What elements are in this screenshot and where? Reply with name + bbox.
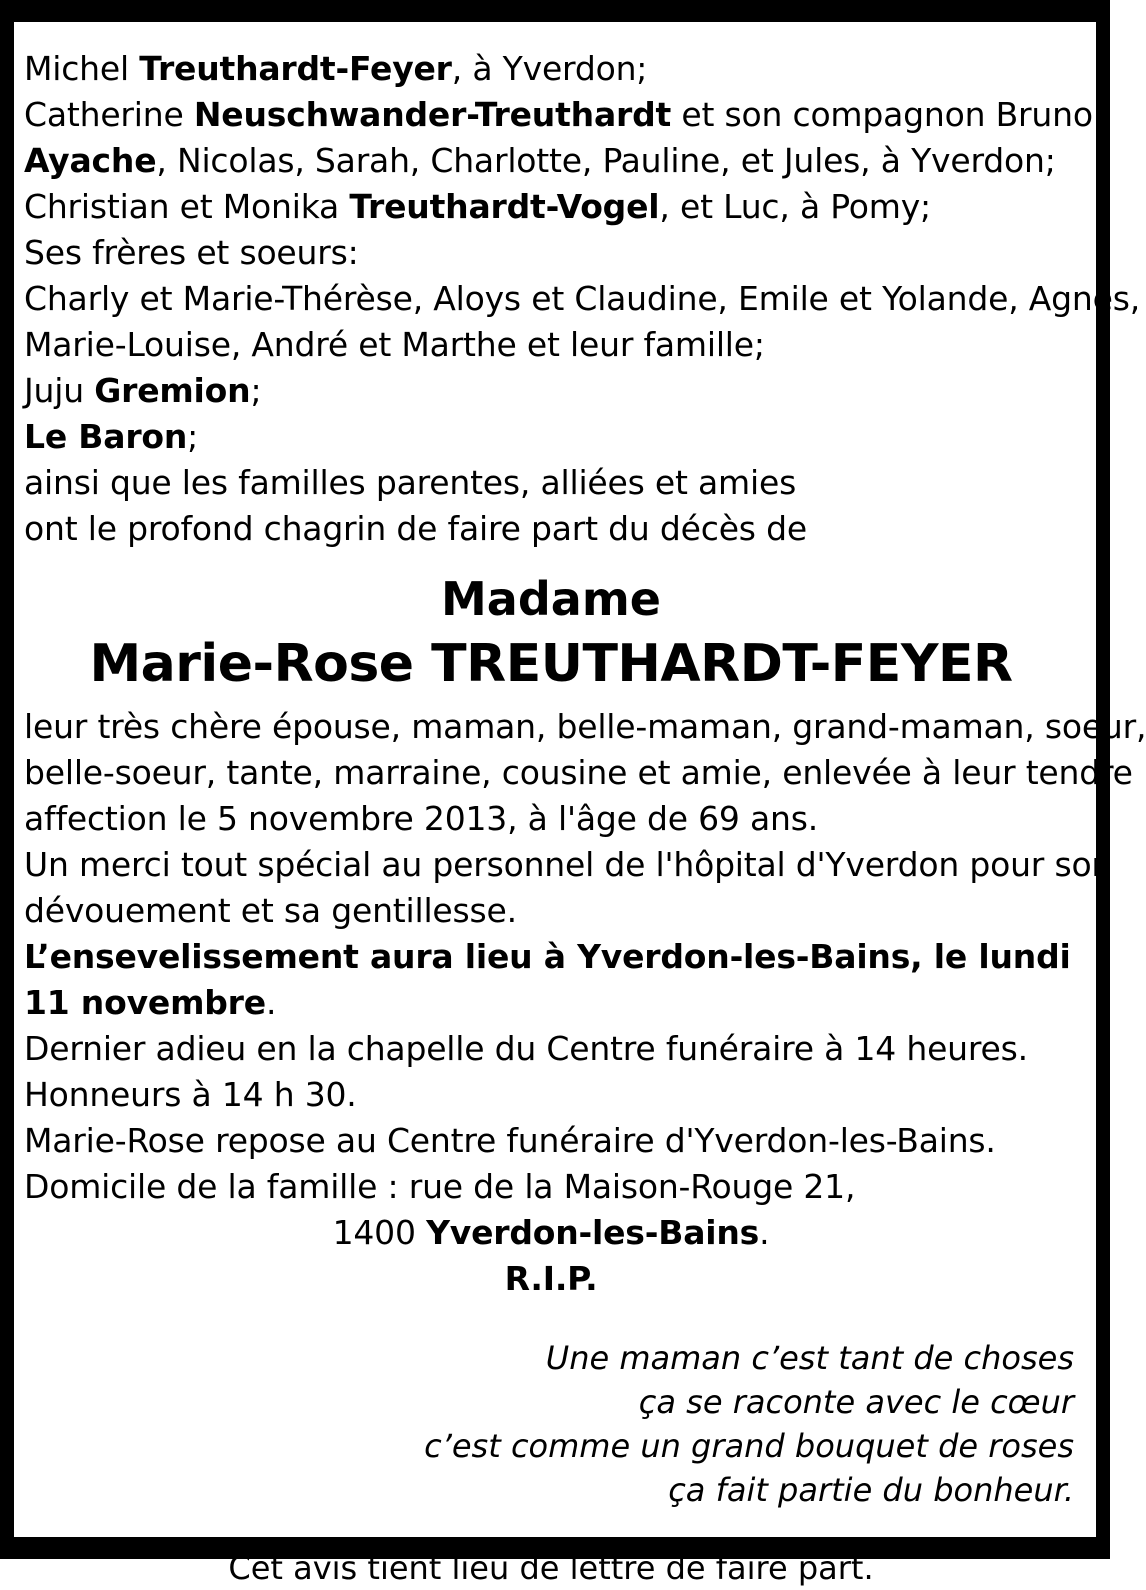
closing-line: Cet avis tient lieu de lettre de faire part. [228,1549,874,1587]
black-border-top [0,0,1110,22]
notice-line [24,934,1078,980]
notice-line [24,460,1078,506]
notice-line [24,276,1140,322]
notice-line [24,414,1078,460]
plain-text: Ses frères et soeurs: [24,233,359,272]
notice-content [14,22,1146,1587]
rip-line: R.I.P. [504,1259,598,1298]
plain-text: Christian et Monika [24,187,350,226]
bold-text: Treuthardt-Vogel [349,187,660,226]
notice-line [24,704,1146,750]
plain-text: ont le profond chagrin de faire part du décès de [24,509,807,548]
black-border-left [0,0,14,1559]
plain-text: Michel [24,49,140,88]
deceased-name-block [24,568,1078,698]
notice-line [24,46,1078,92]
plain-text: 1400 [332,1213,427,1252]
plain-text: , Nicolas, Sarah, Charlotte, Pauline, et Jules, à Yverdon; [156,141,1056,180]
plain-text: Juju [24,371,95,410]
plain-text: . [759,1213,770,1252]
poem-line: Une maman c’est tant de choses [545,1339,1074,1377]
notice-line [24,506,1078,552]
plain-text: affection le 5 novembre 2013, à l'âge de 69 ans. [24,799,819,838]
plain-text: , à Yverdon; [451,49,648,88]
bold-text: Gremion [94,371,251,410]
notice-line [24,888,1078,934]
notice-line [24,842,1113,888]
plain-text: Dernier adieu en la chapelle du Centre funéraire à 14 heures. [24,1029,1028,1068]
plain-text: et son compagnon Bruno [671,95,1093,134]
bold-text: Yverdon-les-Bains [426,1213,760,1252]
notice-line [24,184,1078,230]
notice-line [24,92,1093,138]
bold-text: Le Baron [24,417,188,456]
notice-body [24,704,1146,1210]
address-line [24,1210,1078,1256]
plain-text: leur très chère épouse, maman, belle-maman, grand-maman, soeur, [24,707,1146,746]
plain-text: Un merci tout spécial au personnel de l'hôpital d'Yverdon pour son [24,845,1113,884]
notice-line [24,1118,1078,1164]
plain-text: Domicile de la famille : rue de la Maison-Rouge 21, [24,1167,856,1206]
honorific: Madame [441,572,661,626]
bold-text: L’ensevelissement aura lieu à Yverdon-les-Bains, le lundi [24,937,1071,976]
plain-text: dévouement et sa gentillesse. [24,891,517,930]
notice-line [24,322,1078,368]
bold-text: 11 novembre [24,983,266,1022]
notice-line [24,368,1078,414]
plain-text: . [265,983,277,1022]
plain-text: Honneurs à 14 h 30. [24,1075,357,1114]
plain-text: ; [187,417,199,456]
notice-line [24,1026,1078,1072]
notice-line [24,138,1078,184]
notice-line [24,1072,1078,1118]
survivors-list [24,46,1140,552]
plain-text: ainsi que les familles parentes, alliées et amies [24,463,797,502]
plain-text: Charly et Marie-Thérèse, Aloys et Claudine, Emile et Yolande, Agnès, [24,279,1140,318]
plain-text: ; [250,371,262,410]
plain-text: , et Luc, à Pomy; [659,187,931,226]
plain-text: Marie-Louise, André et Marthe et leur famille; [24,325,765,364]
plain-text: Marie-Rose repose au Centre funéraire d'Yverdon-les-Bains. [24,1121,996,1160]
notice-line [24,796,1078,842]
notice-line [24,230,1078,276]
bold-text: Treuthardt-Feyer [139,49,452,88]
poem-line: ça fait partie du bonheur. [668,1471,1074,1509]
deceased-name: Marie-Rose TREUTHARDT-FEYER [89,634,1013,694]
notice-line [24,750,1133,796]
notice-line [24,980,1078,1026]
plain-text: Catherine [24,95,194,134]
plain-text: belle-soeur, tante, marraine, cousine et amie, enlevée à leur tendre [24,753,1133,792]
poem-block [24,1336,1078,1512]
poem-line: c’est comme un grand bouquet de roses [424,1427,1074,1465]
bold-text: Ayache [24,141,157,180]
poem-line: ça se raconte avec le cœur [638,1383,1074,1421]
bold-text: Neuschwander-Treuthardt [193,95,672,134]
notice-line [24,1164,1078,1210]
